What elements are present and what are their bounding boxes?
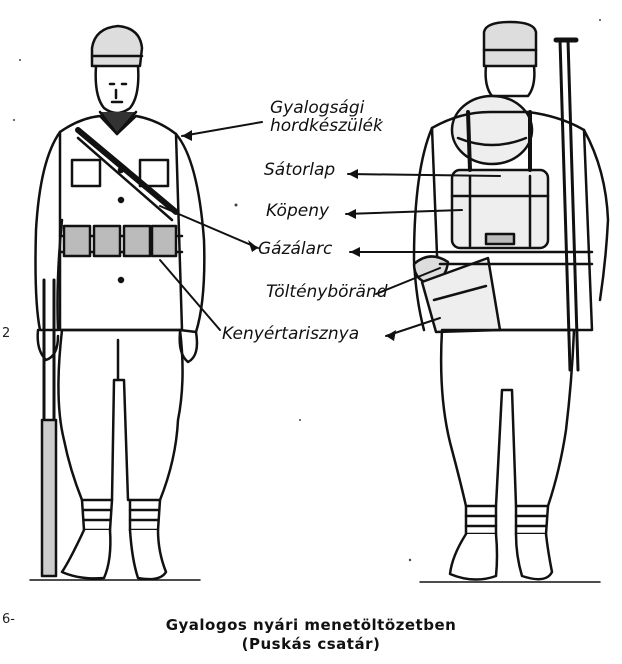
back-soldier-figure [414,22,608,582]
label-kenyertarisznya: Kenyértarisznya [222,324,360,344]
label-kopeny: Köpeny [266,201,330,221]
label-hordkeszulek-line2: hordkészülék [270,115,383,136]
caption-line1: Gyalogos nyári menetöltözetben [165,616,457,634]
caption-line2: (Puskás csatár) [241,635,381,653]
label-toltenyborond: Töltényböränd [266,282,388,302]
front-soldier-figure [30,26,204,580]
label-hordkeszulek [270,100,383,136]
label-hordkeszulek-line1: Gyalogsági [270,98,365,118]
margin-mark-left-bottom: 6- [2,612,15,627]
margin-mark-left-mid: 2 [2,326,11,341]
label-satorlap: Sátorlap [264,160,336,180]
label-gazalarc: Gázálarc [258,239,333,259]
figure-caption [0,616,622,654]
